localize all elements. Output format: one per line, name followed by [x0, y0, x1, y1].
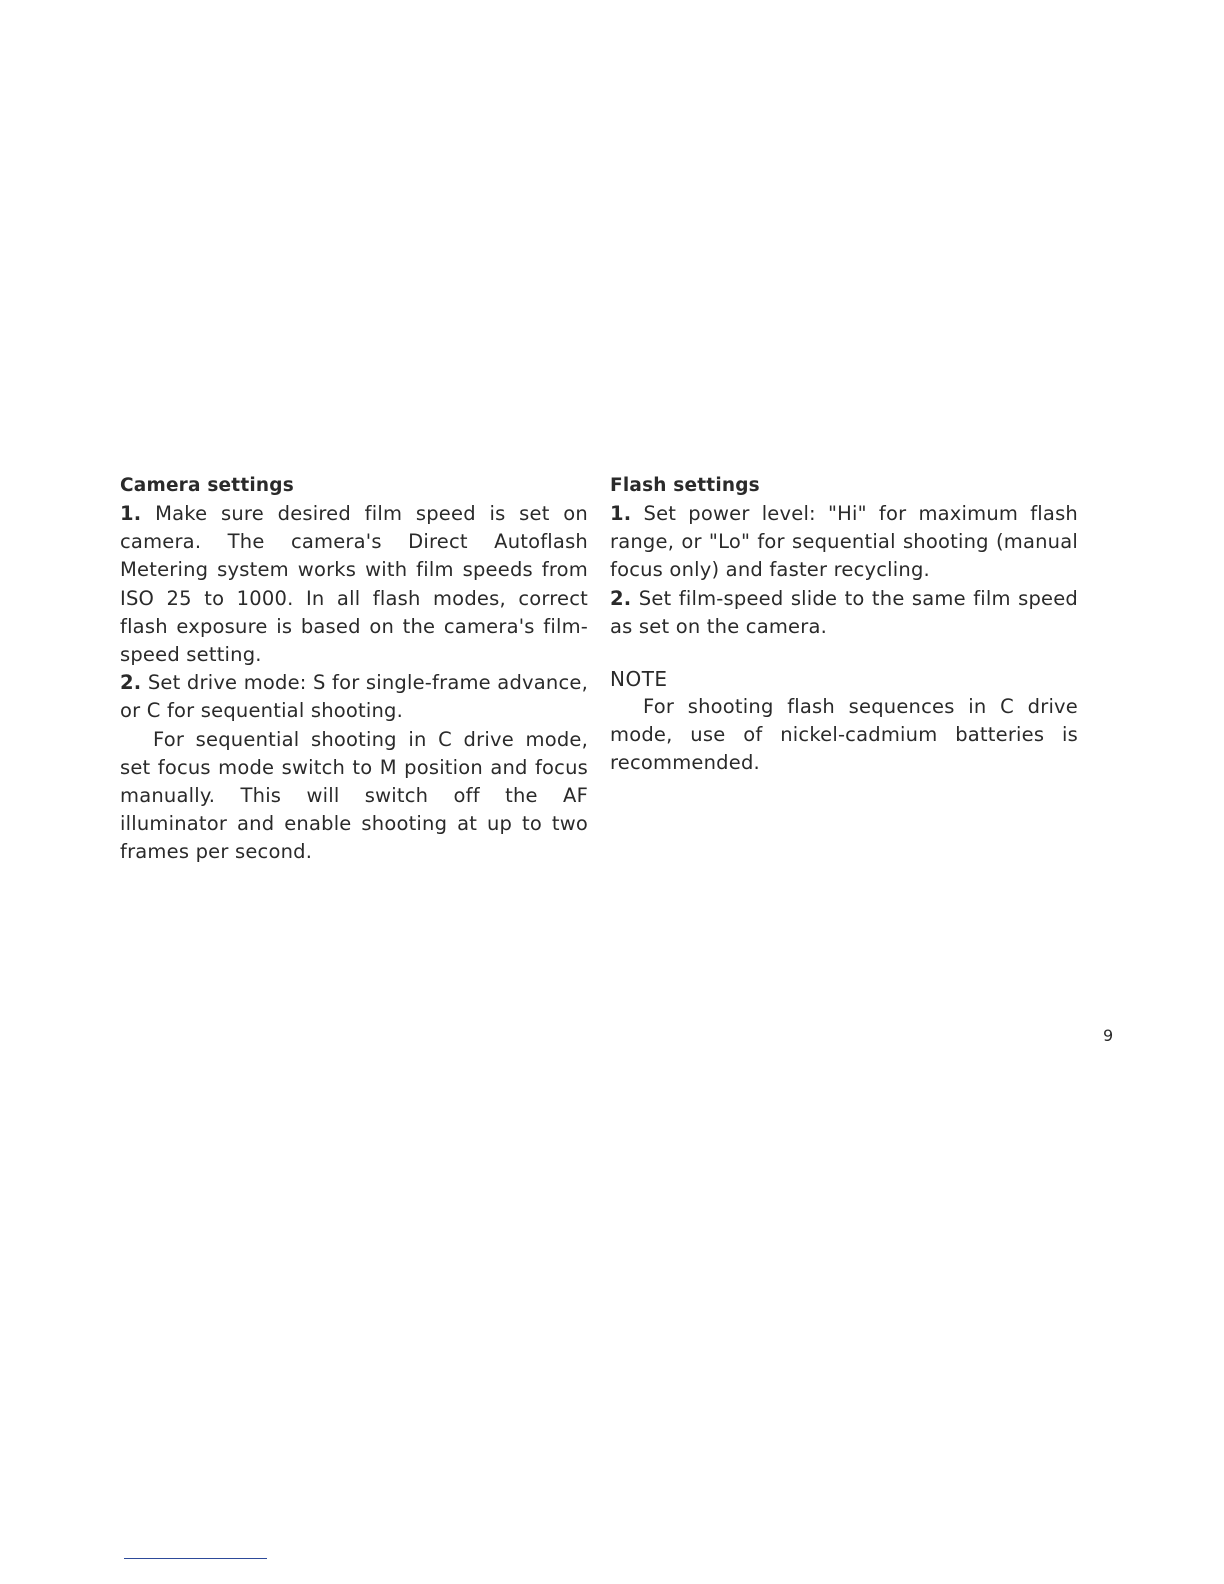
camera-settings-item-1: [120, 500, 588, 669]
item-number: 1.: [120, 502, 142, 525]
item-text: Make sure desired film speed is set on camera. The camera's Direct Autoflash Metering system works with film speeds from ISO 25 to 1000. In all flash modes, correct flash exposure is based on the camera's film-speed setting.: [120, 502, 588, 667]
item-number: 2.: [610, 586, 632, 610]
camera-settings-heading: Camera settings: [120, 475, 294, 496]
sequential-shooting-paragraph: For sequential shooting in C drive mode, set focus mode switch to M position and focus manually. This will switch off the AF illuminator and enable shooting at up to two frames per second.: [120, 727, 588, 864]
item-text: Set power level: "Hi" for maximum flash range, or "Lo" for sequential shooting (manual focus only) and faster recycling.: [610, 502, 1078, 582]
flash-settings-item-2: [610, 585, 1078, 641]
item-number: 2.: [120, 671, 142, 695]
camera-settings-column: [120, 472, 588, 867]
item-number: 1.: [610, 502, 632, 525]
note-text: For shooting flash sequences in C drive mode, use of nickel-cadmium batteries is recommended.: [610, 695, 1078, 775]
camera-settings-item-2: [120, 669, 588, 725]
page-number: 9: [1103, 1026, 1114, 1045]
note-heading: NOTE: [610, 667, 668, 692]
flash-settings-item-1: [610, 500, 1078, 585]
flash-settings-heading: Flash settings: [610, 475, 760, 496]
footnote-divider: [124, 1558, 267, 1559]
flash-settings-column: [610, 472, 1078, 778]
item-text: Set drive mode: S for single-frame advance, or C for sequential shooting.: [120, 671, 589, 723]
item-text: Set film-speed slide to the same film speed as set on the camera.: [610, 586, 1078, 638]
